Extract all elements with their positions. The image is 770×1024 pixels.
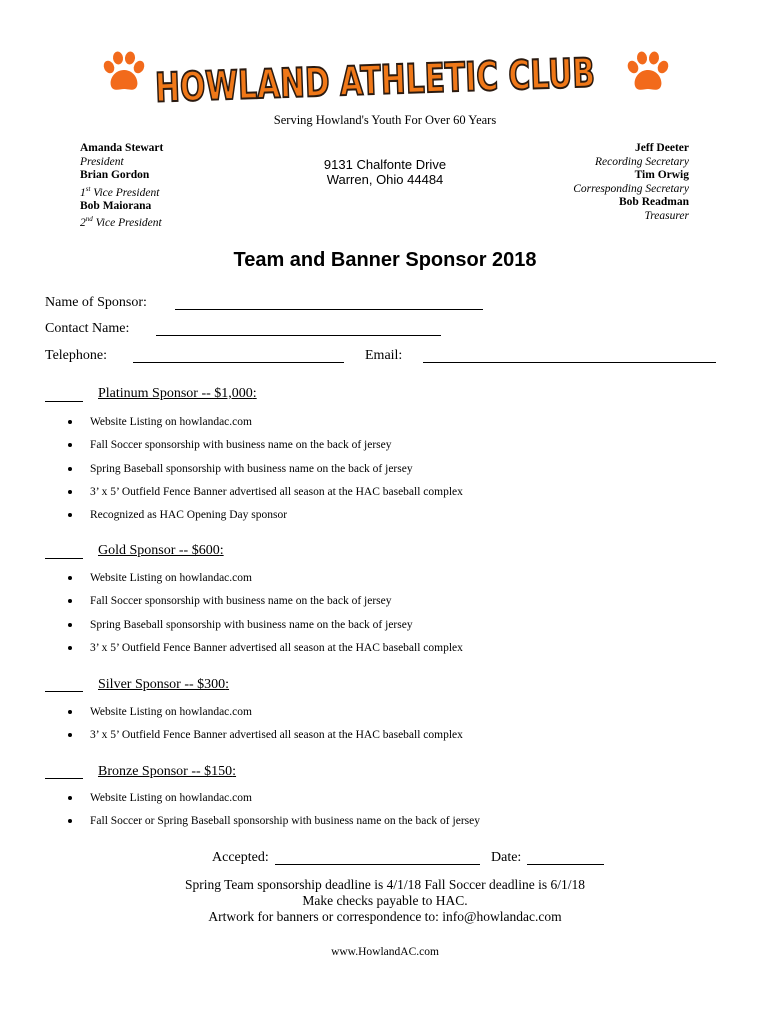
email-label: Email: xyxy=(365,348,403,363)
date-field[interactable] xyxy=(527,864,604,865)
address-line: Warren, Ohio 44484 xyxy=(326,172,444,187)
list-item: Fall Soccer sponsorship with business name on the back of jersey xyxy=(68,438,463,461)
accepted-label: Accepted: xyxy=(212,850,269,865)
deadline-note: Spring Team sponsorship deadline is 4/1/18 Fall Soccer deadline is 6/1/18 xyxy=(184,877,585,892)
email-field[interactable] xyxy=(423,362,716,363)
officer-name: Brian Gordon xyxy=(80,169,150,181)
platinum-benefits-list xyxy=(68,415,463,531)
list-item: 3’ x 5’ Outfield Fence Banner advertised all season at the HAC baseball complex xyxy=(68,485,463,508)
list-item: Website Listing on howlandac.com xyxy=(68,415,463,438)
officer-role: Recording Secretary xyxy=(595,155,689,168)
list-item: Website Listing on howlandac.com xyxy=(68,571,463,594)
officer-name: Amanda Stewart xyxy=(80,142,164,154)
list-item: Spring Baseball sponsorship with business name on the back of jersey xyxy=(68,462,463,485)
officer-name: Bob Readman xyxy=(619,196,689,208)
contact-name-field[interactable] xyxy=(156,335,441,336)
sponsor-name-label: Name of Sponsor: xyxy=(45,295,147,310)
officer-name: Tim Orwig xyxy=(634,169,689,181)
telephone-field[interactable] xyxy=(133,362,344,363)
list-item: 3’ x 5’ Outfield Fence Banner advertised all season at the HAC baseball complex xyxy=(68,641,463,664)
artwork-note: Artwork for banners or correspondence to: info@howlandac.com xyxy=(208,909,562,924)
platinum-check-blank[interactable] xyxy=(45,401,83,402)
club-logo xyxy=(150,45,748,112)
officer-role: President xyxy=(80,155,124,168)
officer-role: 1st Vice President xyxy=(80,184,160,199)
telephone-label: Telephone: xyxy=(45,348,107,363)
silver-check-blank[interactable] xyxy=(45,691,83,692)
list-item: Spring Baseball sponsorship with business name on the back of jersey xyxy=(68,618,463,641)
paw-print-icon xyxy=(624,50,672,94)
bronze-check-blank[interactable] xyxy=(45,778,83,779)
checks-note: Make checks payable to HAC. xyxy=(302,893,468,908)
officer-name: Bob Maiorana xyxy=(80,199,152,212)
list-item: Fall Soccer or Spring Baseball sponsorship with business name on the back of jersey xyxy=(68,814,480,837)
sponsor-name-field[interactable] xyxy=(175,309,483,310)
silver-tier-title: Silver Sponsor -- $300: xyxy=(98,677,230,692)
address-line: 9131 Chalfonte Drive xyxy=(323,157,447,172)
list-item: Recognized as HAC Opening Day sponsor xyxy=(68,508,463,531)
officer-role: Corresponding Secretary xyxy=(573,182,689,195)
paw-print-icon xyxy=(100,50,148,94)
gold-benefits-list xyxy=(68,571,463,664)
contact-name-label: Contact Name: xyxy=(45,321,130,336)
bronze-benefits-list xyxy=(68,791,480,838)
officer-role: Treasurer xyxy=(644,209,689,222)
gold-tier-title: Gold Sponsor -- $600: xyxy=(98,543,224,558)
platinum-tier-title: Platinum Sponsor -- $1,000: xyxy=(98,386,257,401)
list-item: Website Listing on howlandac.com xyxy=(68,705,463,728)
list-item: Website Listing on howlandac.com xyxy=(68,791,480,814)
officer-name: Jeff Deeter xyxy=(635,142,689,154)
officers-right xyxy=(573,142,689,223)
tagline: Serving Howland's Youth For Over 60 Years xyxy=(273,113,497,127)
form-title: Team and Banner Sponsor 2018 xyxy=(233,249,537,271)
date-label: Date: xyxy=(491,850,522,865)
gold-check-blank[interactable] xyxy=(45,558,83,559)
officer-role: 2nd Vice President xyxy=(80,215,162,230)
website-url: www.HowlandAC.com xyxy=(331,946,439,958)
silver-benefits-list xyxy=(68,705,463,752)
club-logo-text: HOWLAND ATHLETIC CLUB xyxy=(154,45,748,112)
accepted-signature-field[interactable] xyxy=(275,864,480,865)
bronze-tier-title: Bronze Sponsor -- $150: xyxy=(98,764,237,779)
list-item: 3’ x 5’ Outfield Fence Banner advertised all season at the HAC baseball complex xyxy=(68,728,463,751)
list-item: Fall Soccer sponsorship with business name on the back of jersey xyxy=(68,594,463,617)
